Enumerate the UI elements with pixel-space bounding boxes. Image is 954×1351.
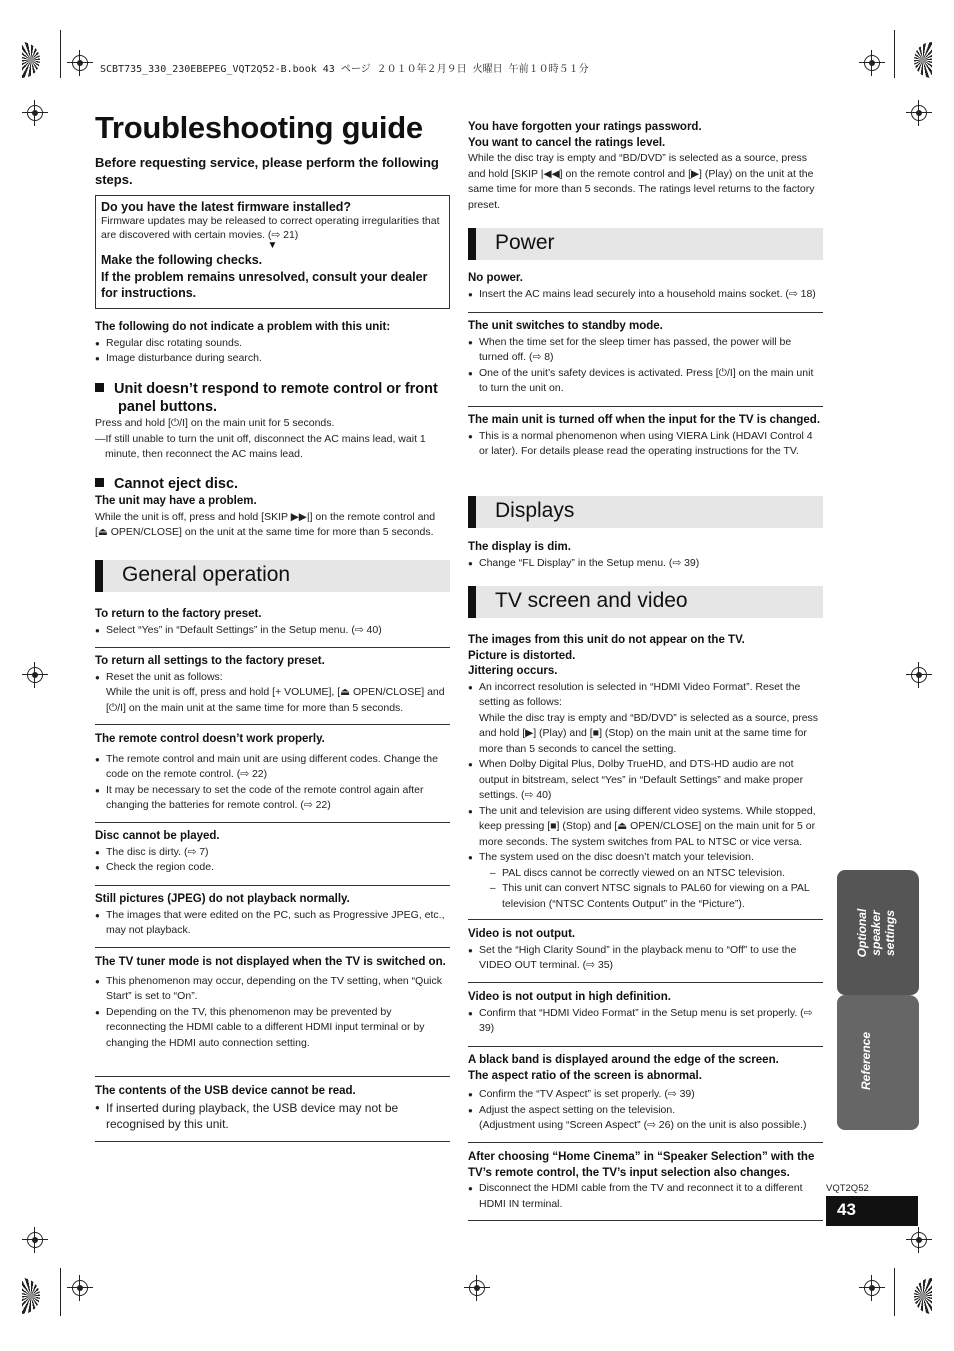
tv-item: The images from this unit do not appear on the TV. Picture is distorted. Jittering occurs. ● An incorrect resolution is selected in “HDMI Video Format”. Reset the setting as follows: While the disc tray is empty and “BD/DVD” is selected as a source, press and hold [▶] (Play) and [■] (Stop) on the main unit at the same time for more than 5 seconds to cancel the setting. ● When Dolby Digital Plus, Dolby TrueHD, and DTS-HD audio are not output in bitstream, select “Yes” in “Default Settings” and make proper settings. (⇨ 40) ● The unit and television are using different video systems. While stopped, keep pressing [■] (Stop) and [⏏ OPEN/CLOSE] on the main unit for 5 or more seconds. The system switches from PAL to NTSC or vice versa. ● The system used on the disc doesn’t match your television. – PAL discs cannot be correctly viewed on an NTSC television. – This unit can convert NTSC signals to PAL60 for viewing on a PAL television (“NTSC Contents Output” in the “Picture”). — [468, 633, 823, 912]
general-item: The remote control doesn’t work properly. ● The remote control and main unit are using different codes. Change the code on the remote control. (⇨ 22) ● It may be necessary to set the code of the remote control again after changing the batteries for remote control. (⇨ 22) — [95, 732, 450, 814]
remote-subheading: Unit doesn’t respond to remote control or front panel buttons. — [95, 380, 458, 416]
page-number: 43 — [837, 1200, 856, 1219]
power-item: The main unit is turned off when the input for the TV is changed. ● This is a normal phenomenon when using VIERA Link (HDAVI Control 4 or later). For details please read the operating instructions for the TV. — [468, 413, 823, 460]
firmware-question: Do you have the latest firmware installed? — [101, 200, 352, 214]
remote-text2: —If still unable to turn the unit off, disconnect the AC mains lead, wait 1 minute, then reconnect the AC mains lead. — [95, 432, 426, 460]
list-item: ● Adjust the aspect setting on the television. — [468, 1103, 823, 1119]
print-header-meta: SCBT735_330_230EBEPEG_VQT2Q52-B.book 43 ページ ２０１０年２月９日 火曜日 午前１０時５１分 — [100, 64, 589, 75]
registration-mark-icon — [22, 1227, 48, 1253]
general-item: To return to the factory preset. ● Select “Yes” in “Default Settings” in the Setup menu. (⇨ 40) — [95, 607, 450, 638]
side-tab-optional-speaker[interactable]: Optional speaker settings — [837, 870, 919, 995]
general-item: Still pictures (JPEG) do not playback normally. ● The images that were edited on the PC, such as Progressive JPEG, etc., may not playback. — [95, 892, 450, 939]
list-item: ● An incorrect resolution is selected in “HDMI Video Format”. Reset the setting as follows: — [468, 680, 823, 711]
general-item: Disc cannot be played. ● The disc is dirty. (⇨ 7) ● Check the region code. — [95, 829, 450, 876]
section-header-tv: TV screen and video — [468, 586, 823, 618]
list-item: ● Insert the AC mains lead securely into a household mains socket. (⇨ 18) — [468, 287, 823, 303]
not-problem-block — [95, 320, 450, 367]
list-item: ● Confirm the “TV Aspect” is set properly. (⇨ 39) — [468, 1087, 823, 1103]
divider — [95, 1141, 450, 1142]
list-item-continuation: While the unit is off, press and hold [+ VOLUME], [⏏ OPEN/CLOSE] and [⏻/I] on the main unit at the same time for more than 5 seconds. — [106, 686, 445, 714]
power-item: The unit switches to standby mode. ● When the time set for the sleep timer has passed, the power will be turned off. (⇨ 8) ● One of the unit’s safety devices is activated. Press [⏻/I] on the main unit to turn the unit on. — [468, 319, 823, 397]
firmware-checks-line1: Make the following checks. — [101, 253, 263, 267]
list-item: ● The unit and television are using different video systems. While stopped, keep pressing [■] (Stop) and [⏏ OPEN/CLOSE] on the main unit for 5 or more seconds. The system switches from PAL to NTSC or vice versa. — [468, 804, 823, 851]
tv-item: Video is not output in high definition. ● Confirm that “HDMI Video Format” in the Setup menu is set properly. (⇨ 39) — [468, 990, 823, 1037]
list-item: ● Reset the unit as follows: — [95, 670, 450, 686]
list-item: ● Set the “High Clarity Sound” in the playback menu to “Off” to use the VIDEO OUT terminal. (⇨ 35) — [468, 943, 823, 974]
divider — [95, 724, 450, 725]
password-heading1: You have forgotten your ratings password. — [468, 121, 702, 133]
page-title: Troubleshooting guide — [95, 110, 423, 145]
password-text: While the disc tray is empty and “BD/DVD” is selected as a source, press and hold [SKIP |◀◀] on the remote control and [▶] (Play) on the unit at the same time for more than 5 seconds. The ratings level returns to the factory preset. — [468, 152, 815, 211]
square-bullet-icon — [95, 383, 104, 392]
color-rosette-top-left — [22, 42, 40, 78]
registration-mark-icon — [906, 100, 932, 126]
eject-text: While the unit is off, press and hold [SKIP ▶▶|] on the remote control and [⏏ OPEN/CLOSE] on the unit at the same time for more than 5 seconds. — [95, 510, 436, 538]
list-item: ● It may be necessary to set the code of the remote control again after changing the batteries for remote control. (⇨ 22) — [95, 783, 450, 814]
list-item: ● Disconnect the HDMI cable from the TV and reconnect it to a different HDMI IN terminal. — [468, 1181, 823, 1212]
list-item: ● Image disturbance during search. — [95, 351, 450, 367]
list-item: ● Confirm that “HDMI Video Format” in the Setup menu is set properly. (⇨ 39) — [468, 1006, 823, 1037]
registration-mark-icon — [22, 100, 48, 126]
list-item: ● Select “Yes” in “Default Settings” in the Setup menu. (⇨ 40) — [95, 623, 450, 639]
sub-list-item: – This unit can convert NTSC signals to PAL60 for viewing on a PAL television (“NTSC Contents Output” in the “Picture”). — [468, 881, 823, 912]
divider — [95, 1076, 450, 1077]
divider — [95, 885, 450, 886]
registration-mark-icon — [464, 1275, 490, 1301]
divider — [95, 947, 450, 948]
document-number: VQT2Q52 — [826, 1183, 869, 1194]
registration-mark-icon — [67, 50, 93, 76]
not-problem-heading: The following do not indicate a problem with this unit: — [95, 321, 391, 333]
divider — [95, 822, 450, 823]
divider — [468, 982, 823, 983]
displays-item: The display is dim. ● Change “FL Display” in the Setup menu. (⇨ 39) — [468, 540, 823, 571]
section-header-general: General operation — [95, 560, 450, 592]
list-item: ● Change “FL Display” in the Setup menu. (⇨ 39) — [468, 556, 823, 572]
remote-text1: Press and hold [⏻/I] on the main unit for 5 seconds. — [95, 417, 335, 429]
general-item: To return all settings to the factory preset. ● Reset the unit as follows: While the unit is off, press and hold [+ VOLUME], [⏏ OPEN/CLOSE] and [⏻/I] on the main unit at the same time for more than 5 seconds. — [95, 654, 450, 716]
list-item: ● The system used on the disc doesn’t match your television. — [468, 850, 823, 866]
divider — [468, 1046, 823, 1047]
list-item: ● When the time set for the sleep timer has passed, the power will be turned off. (⇨ 8) — [468, 335, 823, 366]
list-item: ● Regular disc rotating sounds. — [95, 336, 450, 352]
firmware-text: Firmware updates may be released to correct operating irregularities that are discovered with certain movies. (⇨ 21) — [101, 215, 440, 241]
list-item: ● Check the region code. — [95, 860, 450, 876]
crop-mark — [894, 30, 895, 78]
firmware-check-box — [95, 195, 450, 309]
list-item: ● If inserted during playback, the USB device may not be recognised by this unit. — [95, 1100, 450, 1132]
list-item: ● This is a normal phenomenon when using VIERA Link (HDAVI Control 4 or later). For details please read the operating instructions for the TV. — [468, 429, 823, 460]
down-arrow-icon: ▼ — [267, 240, 278, 251]
section-header-displays: Displays — [468, 496, 823, 528]
list-item: ● The disc is dirty. (⇨ 7) — [95, 845, 450, 861]
section-header-power: Power — [468, 228, 823, 260]
registration-mark-icon — [67, 1275, 93, 1301]
password-heading2: You want to cancel the ratings level. — [468, 136, 666, 149]
crop-mark — [60, 1268, 61, 1316]
firmware-checks-line2: If the problem remains unresolved, consult your dealer for instructions. — [101, 269, 428, 300]
divider — [468, 312, 823, 313]
registration-mark-icon — [906, 1227, 932, 1253]
registration-mark-icon — [22, 662, 48, 688]
registration-mark-icon — [859, 50, 885, 76]
password-block — [468, 120, 823, 213]
divider — [468, 919, 823, 920]
divider — [468, 406, 823, 407]
color-rosette-bottom-left — [22, 1278, 40, 1314]
list-item: ● The remote control and main unit are using different codes. Change the code on the remote control. (⇨ 22) — [95, 752, 450, 783]
square-bullet-icon — [95, 478, 104, 487]
list-item: ● When Dolby Digital Plus, Dolby TrueHD, and DTS-HD audio are not output in bitstream, select “Yes” in “Default Settings” and make proper settings. (⇨ 40) — [468, 757, 823, 804]
list-item-continuation: While the disc tray is empty and “BD/DVD” is selected as a source, press and hold [▶] (Play) and [■] (Stop) on the main unit at the same time for more than 5 seconds to cancel the setting. — [479, 711, 819, 755]
sub-list-item: – PAL discs cannot be correctly viewed on an NTSC television. — [468, 866, 823, 882]
intro-text: Before requesting service, please perform the following steps. — [95, 155, 439, 187]
list-item-continuation: (Adjustment using “Screen Aspect” (⇨ 26) on the unit is also possible.) — [479, 1119, 807, 1131]
crop-mark — [894, 1268, 895, 1316]
list-item: ● One of the unit’s safety devices is activated. Press [⏻/I] on the main unit to turn the unit on. — [468, 366, 823, 397]
general-item: The contents of the USB device cannot be read. ● If inserted during playback, the USB device may not be recognised by this unit. — [95, 1084, 450, 1132]
eject-subheading2: The unit may have a problem. — [95, 495, 257, 507]
list-item: ● The images that were edited on the PC, such as Progressive JPEG, etc., may not playback. — [95, 908, 450, 939]
tv-item: A black band is displayed around the edge of the screen. The aspect ratio of the screen is abnormal. ● Confirm the “TV Aspect” is set properly. (⇨ 39) ● Adjust the aspect setting on the television. (Adjustment using “Screen Aspect” (⇨ 26) on the unit is also possible.) — [468, 1053, 823, 1134]
power-item: No power. ● Insert the AC mains lead securely into a household mains socket. (⇨ 18) — [468, 271, 823, 302]
registration-mark-icon — [906, 662, 932, 688]
color-rosette-top-right — [914, 42, 932, 78]
registration-mark-icon — [859, 1275, 885, 1301]
side-tab-reference[interactable]: Reference — [837, 995, 919, 1130]
divider — [95, 647, 450, 648]
tv-item: After choosing “Home Cinema” in “Speaker Selection” with the TV’s remote control, the TV’s input selection also changes. ● Disconnect the HDMI cable from the TV and reconnect it to a different HDMI IN terminal. — [468, 1150, 823, 1212]
eject-block — [95, 494, 450, 541]
eject-subheading: Cannot eject disc. — [95, 475, 435, 493]
divider — [468, 1142, 823, 1143]
page-number-box — [826, 1196, 918, 1226]
general-item: The TV tuner mode is not displayed when the TV is switched on. ● This phenomenon may occur, depending on the TV setting, when “Quick Start” is set to “On”. ● Depending on the TV, this phenomenon may be prevented by reconnecting the HDMI cable to a different HDMI input terminal or by changing the HDMI auto connection setting. — [95, 955, 450, 1051]
color-rosette-bottom-right — [914, 1278, 932, 1314]
list-item: ● This phenomenon may occur, depending on the TV setting, when “Quick Start” is set to “On”. — [95, 974, 450, 1005]
divider — [468, 1220, 823, 1221]
remote-block — [95, 416, 450, 463]
list-item: ● Depending on the TV, this phenomenon may be prevented by reconnecting the HDMI cable to a different HDMI input terminal or by changing the HDMI auto connection setting. — [95, 1005, 450, 1052]
crop-mark — [60, 30, 61, 78]
tv-item: Video is not output. ● Set the “High Clarity Sound” in the playback menu to “Off” to use the VIDEO OUT terminal. (⇨ 35) — [468, 927, 823, 974]
